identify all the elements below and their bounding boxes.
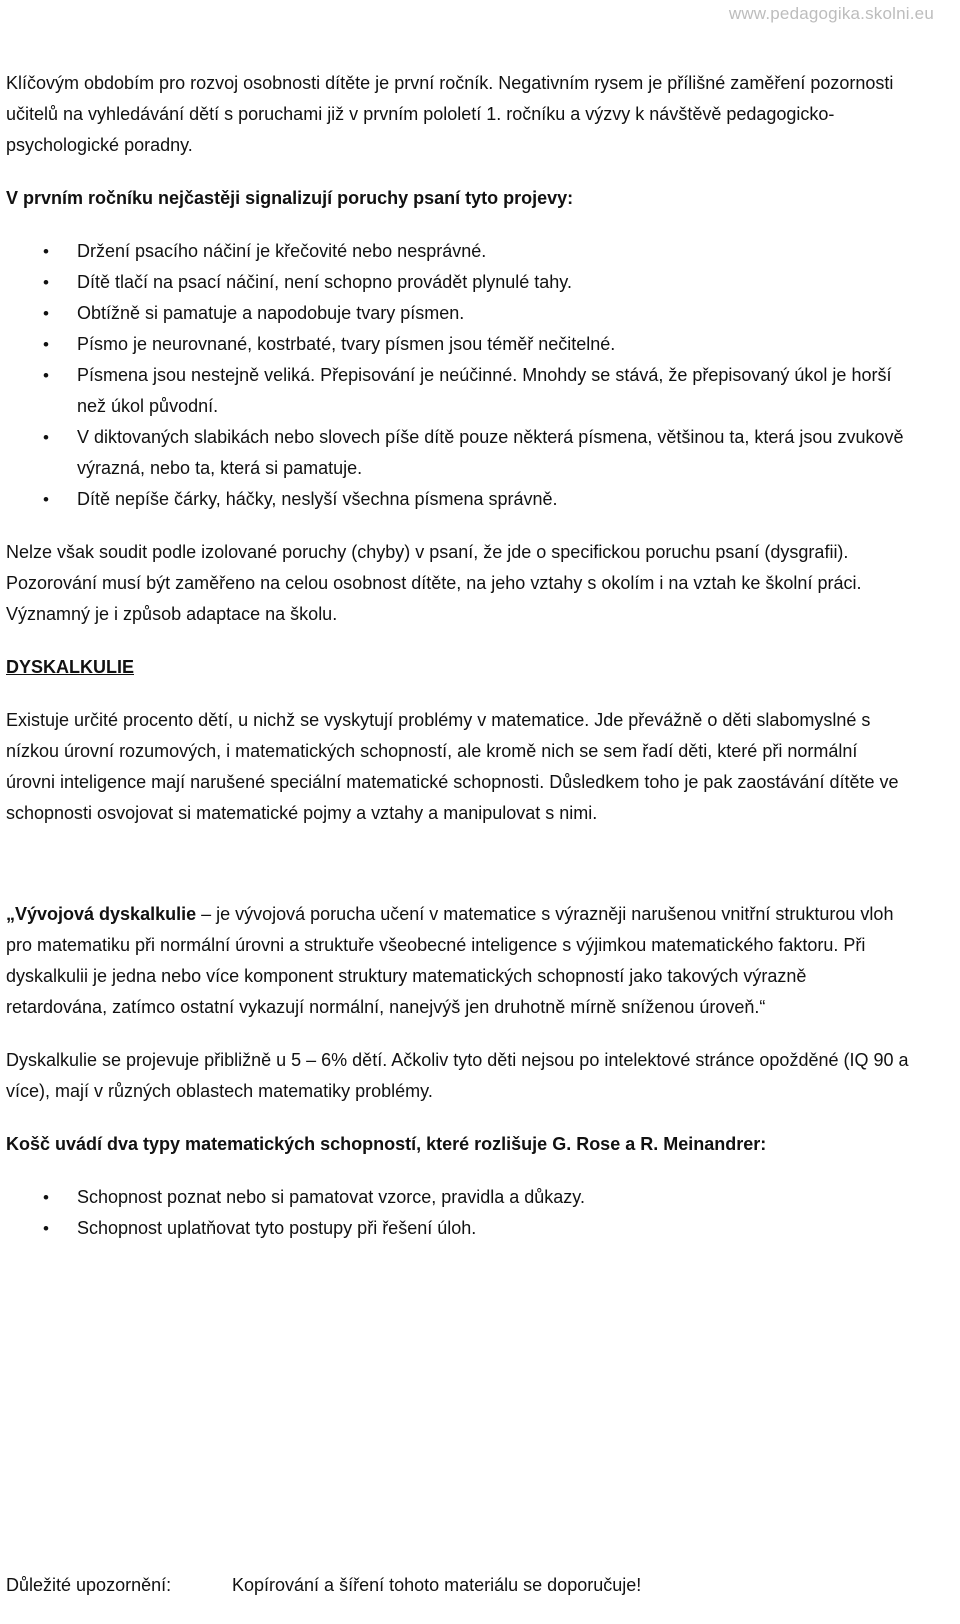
- math-abilities-heading: Košč uvádí dva typy matematických schopností, které rozlišuje G. Rose a R. Meinandrer:: [6, 1134, 767, 1154]
- list-item: • V diktovaných slabikách nebo slovech píše dítě pouze některá písmena, většinou ta, která jsou zvukově výrazná, nebo ta, která si pamatuje.: [6, 422, 911, 484]
- footer-notice: [6, 1570, 911, 1600]
- definition-paragraph: [6, 899, 911, 1023]
- list-item: • Písmena jsou nestejně veliká. Přepisování je neúčinné. Mnohdy se stává, že přepisovaný úkol je horší než úkol původní.: [6, 360, 911, 422]
- writing-disorders-list: [6, 236, 911, 515]
- definition-text: – je vývojová porucha učení v matematice s výrazněji narušenou vnitřní strukturou vloh pro matematiku při normální úrovni a struktuře všeobecné inteligence s výjimkou matematického faktoru. Při dyskalkulii je jedna nebo více komponent struktury matematických schopností jako takových výrazně retardována, zatímco ostatní vykazují normální, nanejvýš jen druhotně mírně sníženou úroveň.“: [6, 904, 894, 1017]
- prevalence-paragraph: Dyskalkulie se projevuje přibližně u 5 – 6% dětí. Ačkoliv tyto děti nejsou po intelektové stránce opožděné (IQ 90 a více), mají v různých oblastech matematiky problémy.: [6, 1050, 909, 1101]
- list-item: • Písmo je neurovnané, kostrbaté, tvary písmen jsou téměř nečitelné.: [6, 329, 911, 360]
- document-body: [6, 68, 911, 1244]
- dyskalkulie-paragraph: Existuje určité procento dětí, u nichž se vyskytují problémy v matematice. Jde převážně o děti slabomyslné s nízkou úrovní rozumových, i matematických schopností, ale kromě nich se sem řadí děti, které při normální úrovni inteligence mají narušené speciální matematické schopnosti. Důsledkem toho je pak zaostávání dítěte ve schopnosti osvojovat si matematické pojmy a vztahy a manipulovat s nimi.: [6, 710, 899, 823]
- footer-text: Kopírování a šíření tohoto materiálu se doporučuje!: [232, 1575, 642, 1595]
- site-watermark: www.pedagogika.skolni.eu: [728, 4, 934, 23]
- dysgrafie-paragraph: Nelze však soudit podle izolované poruchy (chyby) v psaní, že jde o specifickou poruchu psaní (dysgrafii). Pozorování musí být zaměřeno na celou osobnost dítěte, na jeho vztahy s okolím i na vztah ke školní práci. Významný je i způsob adaptace na školu.: [6, 542, 862, 624]
- math-abilities-list: [6, 1182, 911, 1244]
- list-item: • Dítě tlačí na psací náčiní, není schopno provádět plynulé tahy.: [6, 267, 911, 298]
- definition-term: „Vývojová dyskalkulie: [6, 904, 197, 924]
- list-item: • Schopnost poznat nebo si pamatovat vzorce, pravidla a důkazy.: [6, 1182, 911, 1213]
- list-item: • Schopnost uplatňovat tyto postupy při řešení úloh.: [6, 1213, 911, 1244]
- list-item: • Držení psacího náčiní je křečovité nebo nesprávné.: [6, 236, 911, 267]
- writing-disorders-heading: V prvním ročníku nejčastěji signalizují poruchy psaní tyto projevy:: [6, 188, 574, 208]
- list-item: • Obtížně si pamatuje a napodobuje tvary písmen.: [6, 298, 911, 329]
- footer-label: Důležité upozornění:: [6, 1575, 172, 1595]
- list-item: • Dítě nepíše čárky, háčky, neslyší všechna písmena správně.: [6, 484, 911, 515]
- dyskalkulie-heading: DYSKALKULIE: [6, 657, 135, 677]
- intro-paragraph: Klíčovým obdobím pro rozvoj osobnosti dítěte je první ročník. Negativním rysem je přílišné zaměření pozornosti učitelů na vyhledávání dětí s poruchami již v prvním pololetí 1. ročníku a výzvy k návštěvě pedagogicko-psychologické poradny.: [6, 73, 894, 155]
